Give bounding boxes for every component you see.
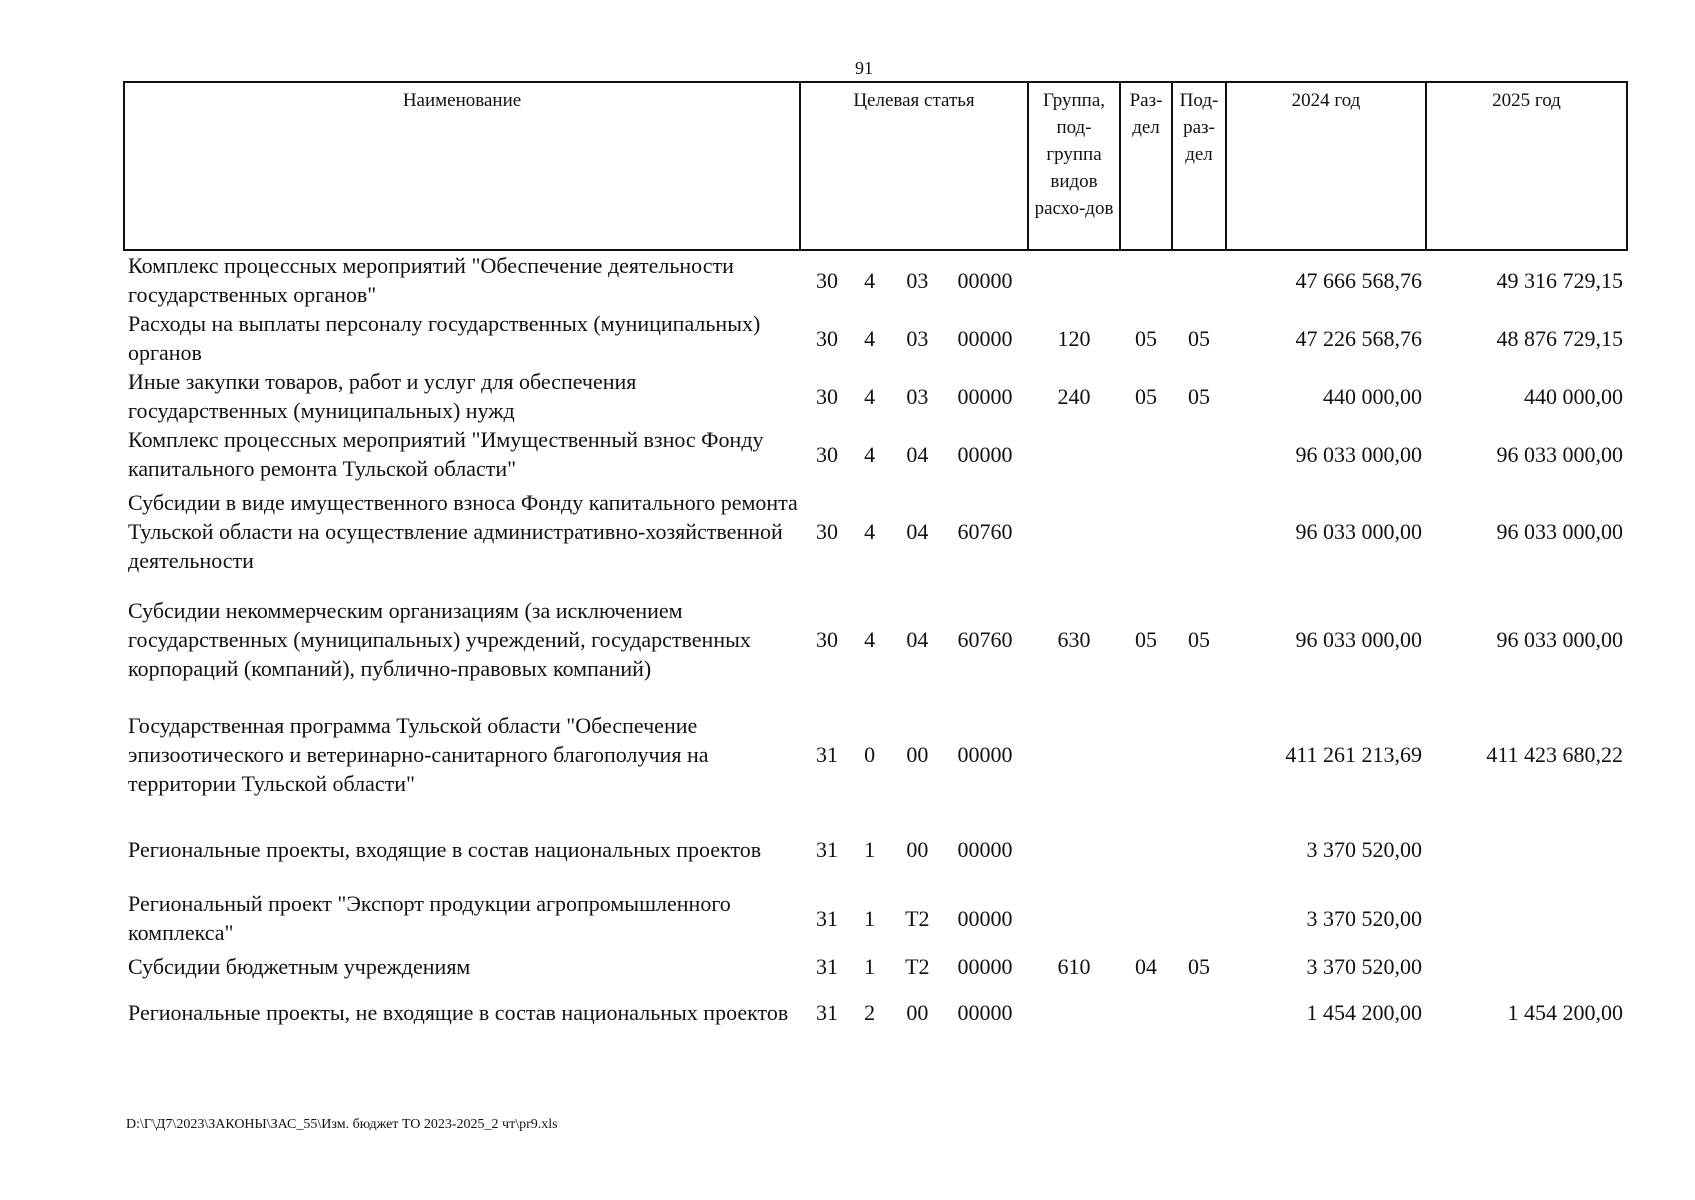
row-group [1028, 250, 1120, 309]
row-name: Комплекс процессных мероприятий "Имущественный взнос Фонду капитального ремонта Тульской области" [128, 427, 764, 481]
row-name: Региональные проекты, входящие в состав национальных проектов [128, 836, 762, 862]
target-code-t4: 00000 [957, 905, 1013, 931]
row-target-article [800, 309, 1028, 367]
row-subsection [1172, 889, 1226, 947]
header-2024: 2024 год [1226, 82, 1426, 250]
row-group [1028, 699, 1120, 809]
row-subsection [1172, 483, 1226, 579]
table-row [124, 579, 1627, 699]
row-subsection: 05 [1188, 953, 1210, 979]
row-2025 [1426, 889, 1627, 947]
row-section: 04 [1135, 953, 1157, 979]
row-group [1028, 425, 1120, 483]
header-target: Целевая статья [800, 82, 1028, 250]
target-code-t3: 00 [906, 741, 929, 767]
target-code-t1: 30 [816, 383, 838, 409]
row-subsection: 05 [1188, 626, 1210, 652]
row-2024: 96 033 000,00 [1295, 626, 1422, 652]
target-code-t1: 31 [816, 836, 838, 862]
row-subsection [1172, 699, 1226, 809]
row-section [1120, 250, 1172, 309]
target-code-t3: Т2 [905, 905, 930, 931]
row-group [1028, 809, 1120, 889]
target-code-t2: 4 [864, 518, 876, 544]
row-section [1120, 483, 1172, 579]
target-code-t2: 2 [864, 999, 876, 1025]
row-target-article [800, 809, 1028, 889]
row-2024: 440 000,00 [1323, 383, 1422, 409]
budget-table-wrapper [123, 81, 1626, 1039]
target-code-t1: 31 [816, 999, 838, 1025]
row-subsection [1172, 250, 1226, 309]
table-row [124, 425, 1627, 483]
row-2024: 3 370 520,00 [1306, 836, 1422, 862]
row-target-article [800, 483, 1028, 579]
target-code-t1: 30 [816, 267, 838, 293]
row-subsection [1172, 425, 1226, 483]
row-2024: 96 033 000,00 [1295, 518, 1422, 544]
target-code-t1: 30 [816, 325, 838, 351]
target-code-t4: 00000 [957, 325, 1013, 351]
row-2024: 411 261 213,69 [1285, 741, 1422, 767]
row-target-article [800, 947, 1028, 985]
target-code-t4: 00000 [957, 383, 1013, 409]
target-code-t2: 4 [864, 441, 876, 467]
row-name: Субсидии в виде имущественного взноса Фонду капитального ремонта Тульской области на осуществление административно-хозяйственной деятельности [128, 489, 798, 573]
row-section: 05 [1135, 626, 1157, 652]
row-2025: 96 033 000,00 [1496, 626, 1623, 652]
row-target-article [800, 579, 1028, 699]
row-2025: 1 454 200,00 [1507, 999, 1623, 1025]
target-code-t4: 00000 [957, 441, 1013, 467]
target-code-t3: 03 [906, 267, 929, 293]
table-row [124, 309, 1627, 367]
target-code-t3: 04 [906, 518, 929, 544]
target-code-t2: 4 [864, 383, 876, 409]
header-row [124, 82, 1627, 250]
table-row [124, 483, 1627, 579]
row-name: Комплекс процессных мероприятий "Обеспечение деятельности государственных органов" [128, 253, 734, 307]
target-code-t1: 30 [816, 441, 838, 467]
budget-table [123, 81, 1628, 1039]
row-target-article [800, 250, 1028, 309]
target-code-t3: 04 [906, 441, 929, 467]
target-code-t4: 00000 [957, 267, 1013, 293]
row-2024: 96 033 000,00 [1295, 441, 1422, 467]
row-2025: 96 033 000,00 [1496, 441, 1623, 467]
target-code-t4: 00000 [957, 953, 1013, 979]
target-code-t4: 00000 [957, 999, 1013, 1025]
target-code-t2: 1 [864, 836, 876, 862]
target-code-t1: 31 [816, 741, 838, 767]
row-2025 [1426, 809, 1627, 889]
target-code-t1: 31 [816, 905, 838, 931]
row-target-article [800, 699, 1028, 809]
row-group: 240 [1057, 383, 1091, 409]
row-name: Региональные проекты, не входящие в состав национальных проектов [128, 999, 789, 1025]
row-subsection [1172, 809, 1226, 889]
row-section [1120, 985, 1172, 1039]
row-target-article [800, 889, 1028, 947]
table-row [124, 889, 1627, 947]
file-path-footer: D:\Г\Д7\2023\ЗАКОНЫ\ЗАС_55\Изм. бюджет ТО 2023-2025_2 чт\pr9.xls [126, 1117, 558, 1132]
header-subsection: Под-раз-дел [1172, 82, 1226, 250]
target-code-t2: 1 [864, 953, 876, 979]
row-2025: 96 033 000,00 [1496, 518, 1623, 544]
target-code-t3: 03 [906, 325, 929, 351]
row-subsection: 05 [1188, 325, 1210, 351]
target-code-t4: 60760 [957, 518, 1013, 544]
row-target-article [800, 367, 1028, 425]
row-2025: 440 000,00 [1524, 383, 1623, 409]
row-name: Региональный проект "Экспорт продукции агропромышленного комплекса" [128, 891, 731, 945]
target-code-t1: 30 [816, 626, 838, 652]
target-code-t3: Т2 [905, 953, 930, 979]
row-name: Расходы на выплаты персоналу государственных (муниципальных) органов [128, 311, 761, 365]
target-code-t2: 4 [864, 267, 876, 293]
row-group [1028, 985, 1120, 1039]
target-code-t2: 4 [864, 325, 876, 351]
target-code-t2: 0 [864, 741, 876, 767]
row-2024: 47 666 568,76 [1295, 267, 1422, 293]
row-2025 [1426, 947, 1627, 985]
target-code-t3: 00 [906, 999, 929, 1025]
row-group: 630 [1057, 626, 1091, 652]
table-row [124, 699, 1627, 809]
row-name: Субсидии некоммерческим организациям (за исключением государственных (муниципальных) учреждений, государственных корпораций (компаний), публично-правовых компаний) [128, 597, 751, 681]
row-group: 610 [1057, 953, 1091, 979]
table-row [124, 367, 1627, 425]
header-name: Наименование [124, 82, 800, 250]
target-code-t3: 00 [906, 836, 929, 862]
row-name: Государственная программа Тульской области "Обеспечение эпизоотического и ветеринарно-санитарного благополучия на территории Тульской области" [128, 712, 709, 796]
row-section [1120, 809, 1172, 889]
header-section: Раз-дел [1120, 82, 1172, 250]
row-section: 05 [1135, 383, 1157, 409]
row-name: Субсидии бюджетным учреждениям [128, 953, 471, 979]
row-name: Иные закупки товаров, работ и услуг для обеспечения государственных (муниципальных) нужд [128, 369, 637, 423]
table-row [124, 809, 1627, 889]
row-group [1028, 889, 1120, 947]
header-group: Группа, под-группа видов расхо-дов [1028, 82, 1120, 250]
target-code-t3: 04 [906, 626, 929, 652]
target-code-t4: 00000 [957, 836, 1013, 862]
row-subsection [1172, 985, 1226, 1039]
row-group: 120 [1057, 325, 1091, 351]
row-target-article [800, 985, 1028, 1039]
target-code-t1: 31 [816, 953, 838, 979]
row-subsection: 05 [1188, 383, 1210, 409]
row-target-article [800, 425, 1028, 483]
table-row [124, 985, 1627, 1039]
table-row [124, 947, 1627, 985]
target-code-t1: 30 [816, 518, 838, 544]
target-code-t2: 1 [864, 905, 876, 931]
page-number: 91 [855, 58, 873, 78]
target-code-t2: 4 [864, 626, 876, 652]
row-2024: 3 370 520,00 [1306, 905, 1422, 931]
target-code-t4: 00000 [957, 741, 1013, 767]
row-2024: 47 226 568,76 [1295, 325, 1422, 351]
target-code-t3: 03 [906, 383, 929, 409]
row-section: 05 [1135, 325, 1157, 351]
row-section [1120, 699, 1172, 809]
table-row [124, 250, 1627, 309]
row-2024: 3 370 520,00 [1306, 953, 1422, 979]
row-2025: 411 423 680,22 [1486, 741, 1623, 767]
row-2025: 49 316 729,15 [1496, 267, 1623, 293]
row-section [1120, 425, 1172, 483]
row-2025: 48 876 729,15 [1496, 325, 1623, 351]
row-section [1120, 889, 1172, 947]
row-2024: 1 454 200,00 [1306, 999, 1422, 1025]
table-body [124, 250, 1627, 1039]
header-2025: 2025 год [1426, 82, 1627, 250]
row-group [1028, 483, 1120, 579]
target-code-t4: 60760 [957, 626, 1013, 652]
